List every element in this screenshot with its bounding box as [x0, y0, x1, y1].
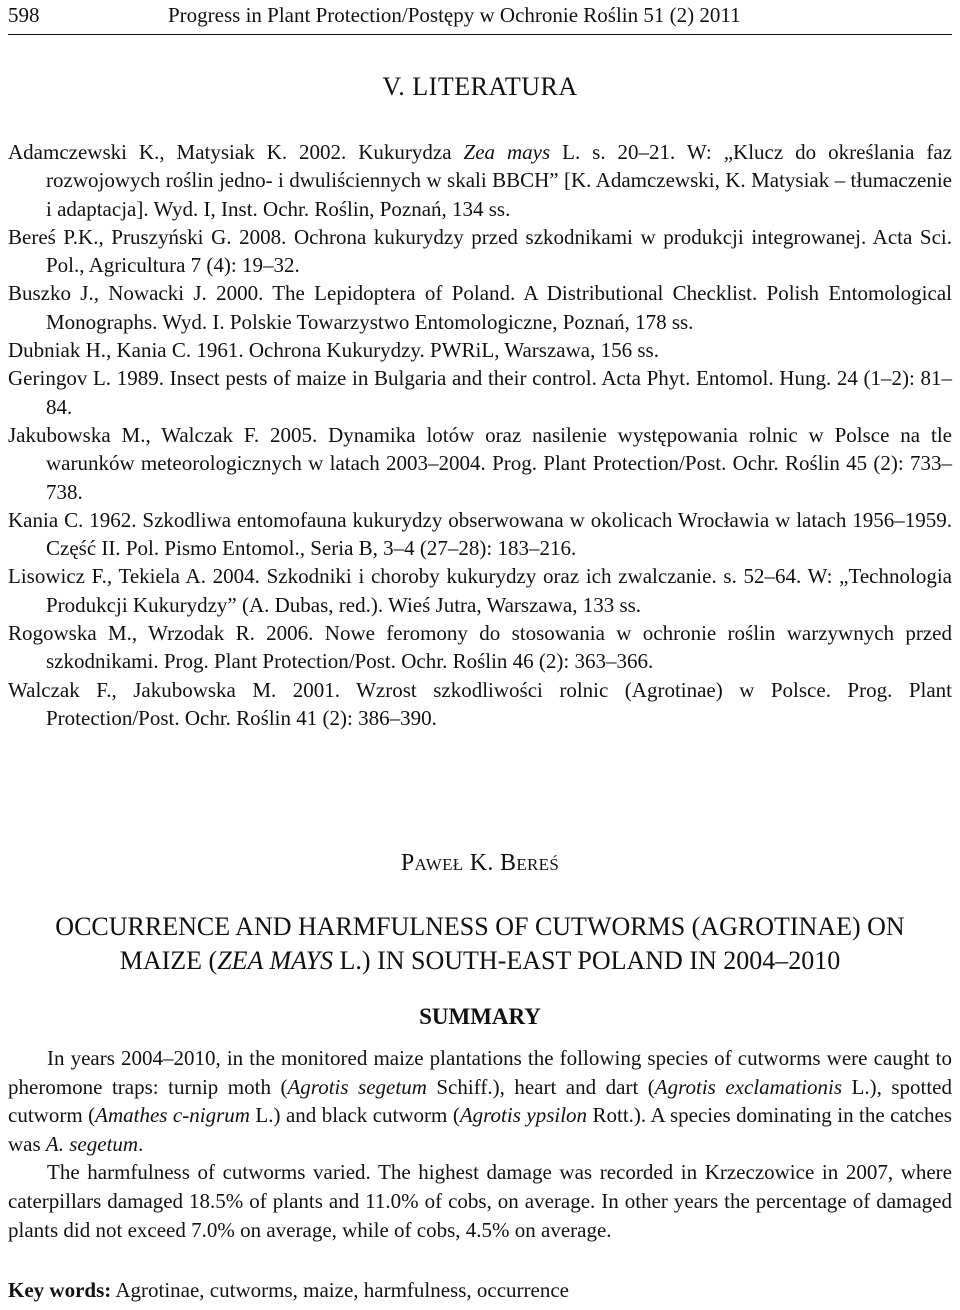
reference-item: Dubniak H., Kania C. 1961. Ochrona Kukurydzy. PWRiL, Warszawa, 156 ss. — [8, 338, 659, 363]
keywords-label: Key words: — [8, 1278, 112, 1302]
reference-item: Buszko J., Nowacki J. 2000. The Lepidoptera of Poland. A Distributional Checklist. Polish Entomological Monographs. Wyd. I. Polskie Towarzystwo Entomologiczne, Poznań, 178 ss. — [8, 281, 952, 334]
keywords-line — [8, 1276, 952, 1304]
summary-heading: SUMMARY — [419, 1004, 541, 1029]
section-title: V. LITERATURA — [382, 72, 578, 101]
species-name: Agrotis segetum — [287, 1074, 427, 1099]
journal-title: Progress in Plant Protection/Postępy w Ochronie Roślin 51 (2) 2011 — [168, 3, 741, 27]
summary-body — [8, 1044, 952, 1244]
summary-paragraph: The harmfulness of cutworms varied. The highest damage was recorded in Krzeczowice in 2007, where caterpillars damaged 18.5% of plants and 11.0% of cobs, on average. In other years the percentage of damaged plants did not exceed 7.0% on average, while of cobs, 4.5% on average. — [8, 1160, 952, 1242]
species-name: Agrotis ypsilon — [459, 1103, 588, 1128]
reference-item: Adamczewski K., Matysiak K. 2002. Kukurydza Zea mays L. s. 20–21. W: „Klucz do określania faz rozwojowych roślin jedno- i dwuliściennych w skali BBCH” [K. Adamczewski, K. Matysiak – tłumaczenie i adaptacja]. Wyd. I, Inst. Ochr. Roślin, Poznań, 134 ss. — [8, 140, 952, 221]
summary-text: L.), spotted cutworm ( — [8, 1074, 952, 1128]
species-name: A. segetum — [45, 1131, 139, 1156]
summary-text: Rott.). A species dominating in the catches was — [8, 1103, 952, 1156]
species-name: Agrotis exclamationis — [654, 1074, 842, 1099]
species-name: Amathes c-nigrum — [95, 1103, 250, 1128]
summary-text: In years 2004–2010, in the monitored maize plantations the following species of cutworms were caught to pheromone traps: turnip moth ( — [8, 1046, 952, 1099]
summary-text: . — [138, 1131, 144, 1156]
reference-item: Rogowska M., Wrzodak R. 2006. Nowe feromony do stosowania w ochronie roślin warzywnych przed szkodnikami. Prog. Plant Protection/Post. Ochr. Roślin 46 (2): 363–366. — [8, 621, 952, 674]
reference-item: Jakubowska M., Walczak F. 2005. Dynamika lotów oraz nasilenie występowania rolnic w Polsce na tle warunków meteorologicznych w latach 2003–2004. Prog. Plant Protection/Post. Ochr. Roślin 45 (2): 733–738. — [8, 422, 952, 504]
summary-text: Schiff.), heart and dart ( — [426, 1074, 655, 1099]
running-header — [8, 0, 952, 35]
reference-item: Geringov L. 1989. Insect pests of maize in Bulgaria and their control. Acta Phyt. Entomol. Hung. 24 (1–2): 81–84. — [8, 366, 952, 419]
summary-text: L.) and black cutworm ( — [249, 1103, 460, 1128]
page-number: 598 — [8, 3, 40, 27]
reference-item: Kania C. 1962. Szkodliwa entomofauna kukurydzy obserwowana w okolicach Wrocławia w latach 1956–1959. Część II. Pol. Pismo Entomol., Seria B, 3–4 (27–28): 183–216. — [8, 507, 952, 561]
reference-item: Walczak F., Jakubowska M. 2001. Wzrost szkodliwości rolnic (Agrotinae) w Polsce. Prog. Plant Protection/Post. Ochr. Roślin 41 (2): 386–390. — [8, 677, 952, 730]
reference-list — [8, 138, 952, 732]
english-article-title: OCCURRENCE AND HARMFULNESS OF CUTWORMS (AGROTINAE) ON MAIZE (ZEA MAYS L.) IN SOUTH-EAST POLAND IN 2004–2010 — [55, 912, 905, 975]
reference-item: Lisowicz F., Tekiela A. 2004. Szkodniki i choroby kukurydzy oraz ich zwalczanie. s. 52–64. W: „Technologia Produkcji Kukurydzy” (A. Dubas, red.). Wieś Jutra, Warszawa, 133 ss. — [8, 564, 952, 617]
summary-paragraph — [8, 1044, 952, 1158]
author-name: Paweł K. Bereś — [400, 850, 560, 876]
reference-item: Bereś P.K., Pruszyński G. 2008. Ochrona kukurydzy przed szkodnikami w produkcji integrowanej. Acta Sci. Pol., Agricultura 7 (4): 19–32. — [8, 224, 952, 278]
keywords-value: Agrotinae, cutworms, maize, harmfulness, occurrence — [111, 1278, 569, 1302]
